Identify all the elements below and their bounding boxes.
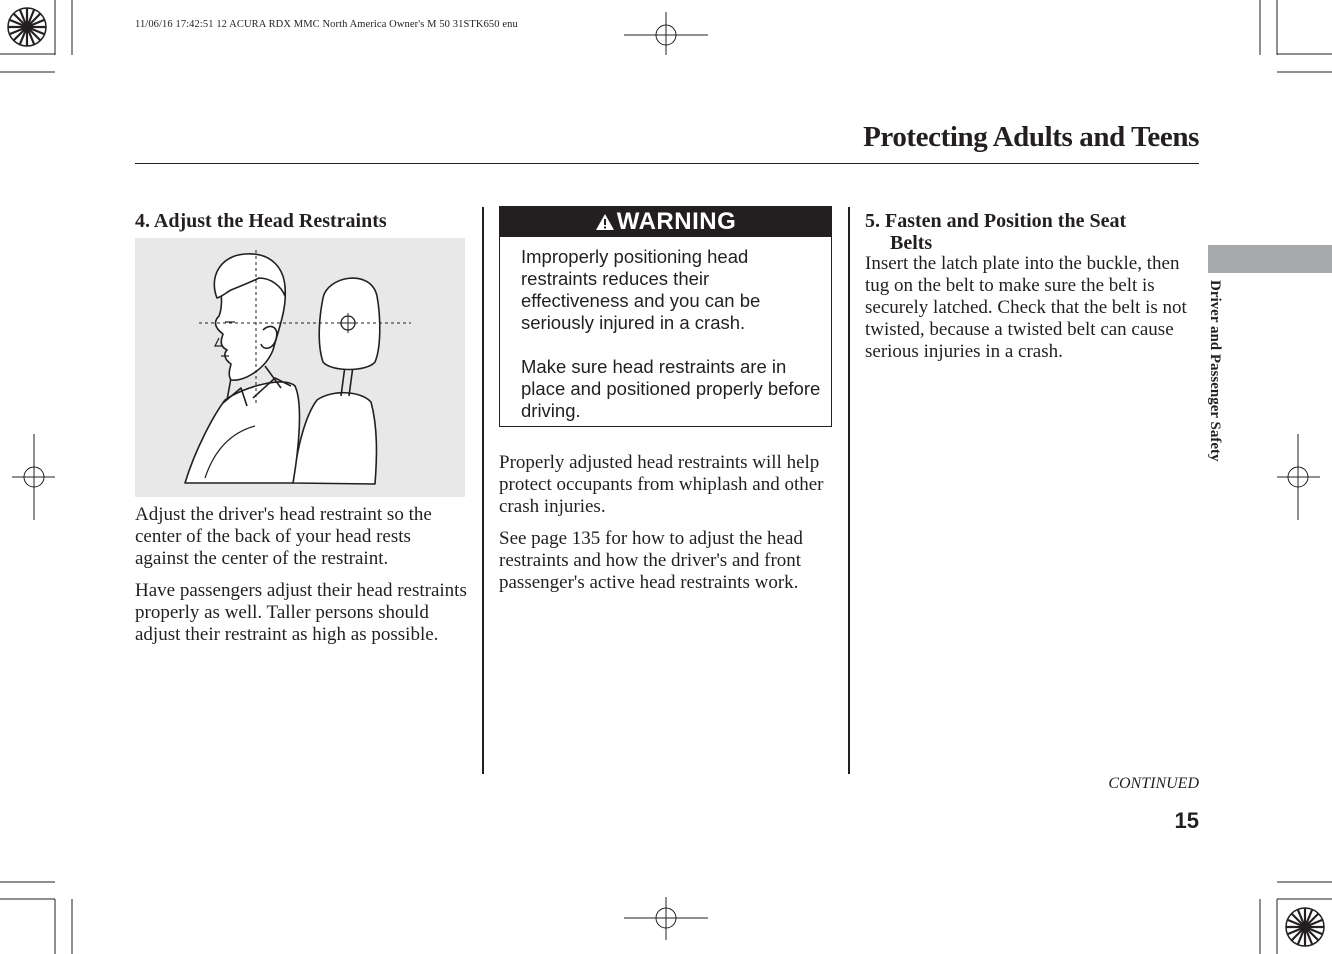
- whiplash-paragraph: Properly adjusted head restraints will help protect occupants from whiplash and other crash injuries.: [499, 452, 824, 517]
- seat-belt-paragraph: Insert the latch plate into the buckle, then tug on the belt to make sure the belt is securely latched. Check that the belt is not twisted, because a twisted belt can cause serious injuries in a crash.: [865, 253, 1187, 362]
- warning-label: WARNING: [616, 208, 737, 235]
- warning-header: [500, 207, 831, 237]
- heading-line-2: Belts: [890, 232, 933, 254]
- head-restraint-illustration: [135, 238, 465, 497]
- column-divider-right: [848, 207, 850, 774]
- head-restraint-instruction-paragraph: Adjust the driver's head restraint so the center of the back of your head rests against the center of the restraint.: [135, 504, 432, 569]
- continued-label: CONTINUED: [1108, 775, 1199, 792]
- head-restraint-drawing: [135, 238, 465, 497]
- page-title: Protecting Adults and Teens: [863, 121, 1199, 153]
- page-number: 15: [1174, 808, 1199, 833]
- passenger-restraint-paragraph: Have passengers adjust their head restraints properly as well. Taller persons should adjust their restraint as high as possible.: [135, 580, 467, 645]
- registration-star-top-left: [8, 8, 46, 46]
- print-slug: 11/06/16 17:42:51 12 ACURA RDX MMC North America Owner's M 50 31STK650 enu: [135, 19, 518, 30]
- section-side-label-text: Driver and Passenger Safety: [1207, 280, 1223, 462]
- heading-number: 5.: [865, 210, 880, 232]
- head-restraints-heading: 4. Adjust the Head Restraints: [135, 210, 387, 232]
- page-reference-paragraph: See page 135 for how to adjust the head restraints and how the driver's and front passenger's active head restraints work.: [499, 528, 803, 593]
- middle-column-body: [499, 452, 837, 594]
- section-side-label: [1206, 280, 1236, 510]
- left-column-body: [135, 504, 469, 646]
- warning-paragraph-1: Improperly positioning head restraints reduces their effectiveness and you can be seriously injured in a crash.: [521, 246, 761, 333]
- seat-belts-heading: [865, 210, 1205, 254]
- warning-body: [500, 237, 831, 422]
- warning-box: [499, 206, 832, 427]
- warning-triangle-icon: [595, 213, 615, 231]
- title-divider: [135, 163, 1199, 164]
- section-side-tab: [1208, 245, 1332, 273]
- column-divider-left: [482, 207, 484, 774]
- heading-line-1: Fasten and Position the Seat: [885, 210, 1127, 232]
- warning-paragraph-2: Make sure head restraints are in place and positioned properly before driving.: [521, 356, 821, 421]
- registration-star-bottom-right: [1286, 908, 1324, 946]
